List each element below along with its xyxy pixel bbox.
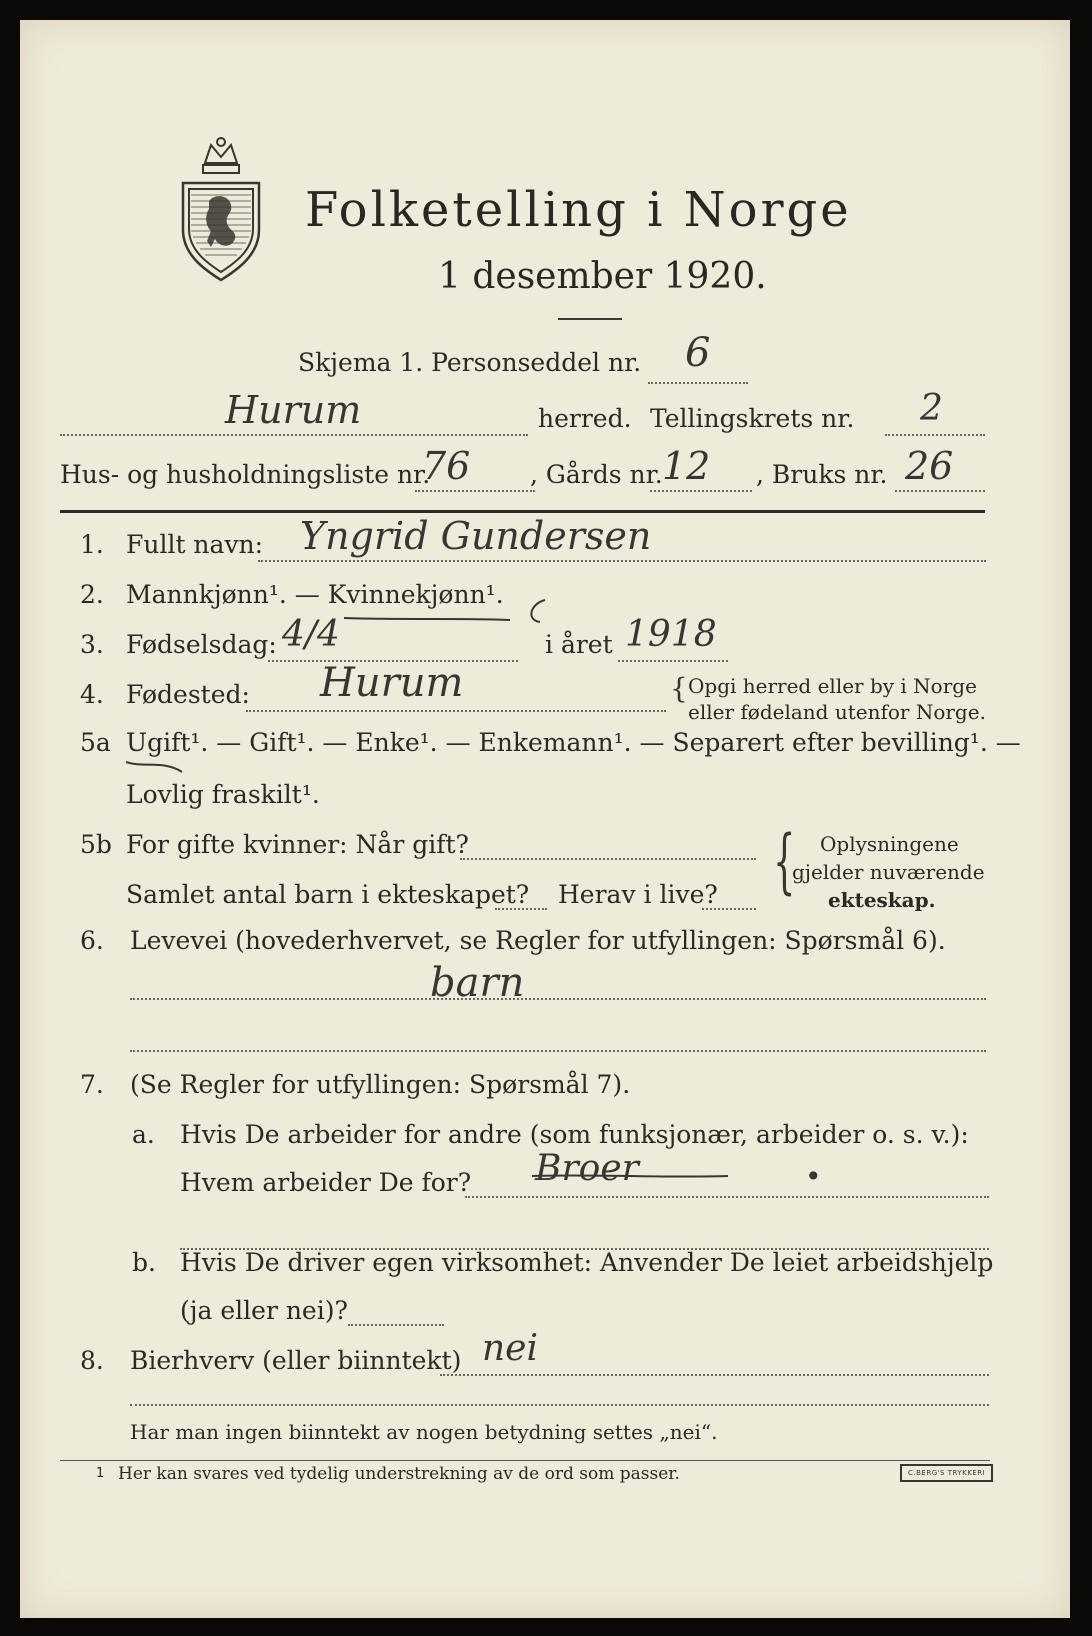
husliste-label: Hus- og husholdningsliste nr.	[60, 460, 431, 489]
side-income-value: nei	[482, 1328, 539, 1369]
footnote-mark: 1	[96, 1466, 105, 1481]
q7a-field-line	[465, 1196, 989, 1198]
herred-value: Hurum	[225, 388, 362, 432]
husliste-field-line	[415, 490, 535, 492]
gender-underline-mark	[340, 598, 580, 628]
footnote-text: Her kan svares ved tydelig understrekning av de ord som passer.	[118, 1464, 680, 1484]
husliste-number: 76	[422, 444, 471, 488]
tellingskrets-label: Tellingskrets nr.	[650, 404, 855, 433]
q1-number: 1.	[80, 530, 104, 559]
title-divider	[558, 318, 622, 320]
q7a-line1: Hvis De arbeider for andre (som funksjonær, arbeider o. s. v.):	[180, 1120, 969, 1149]
q5b-number: 5b	[80, 830, 112, 859]
q5b-line2: Samlet antal barn i ekteskapet?	[126, 880, 530, 909]
q6-label: Levevei (hovederhvervet, se Regler for utfyllingen: Spørsmål 6).	[130, 926, 946, 955]
q4-note-line2: eller fødeland utenfor Norge.	[688, 700, 986, 724]
q4-label: Fødested:	[126, 680, 250, 709]
q4-note-line1: Opgi herred eller by i Norge	[688, 674, 977, 698]
q2-label: Mannkjønn¹. — Kvinnekjønn¹.	[126, 580, 504, 609]
q7a-letter: a.	[132, 1120, 155, 1149]
q1-field-line	[258, 560, 986, 562]
tellingskrets-number: 2	[920, 388, 943, 429]
full-name-value: Yngrid Gundersen	[300, 514, 652, 558]
q7b-letter: b.	[132, 1248, 156, 1277]
q3-number: 3.	[80, 630, 104, 659]
q5a-number: 5a	[80, 728, 111, 757]
personseddel-number: 6	[685, 330, 711, 376]
bruks-field-line	[895, 490, 985, 492]
q4-number: 4.	[80, 680, 104, 709]
printer-stamp: C.BERG'S TRYKKERI	[900, 1464, 993, 1482]
census-date: 1 desember 1920.	[438, 256, 767, 297]
q7b-line2: (ja eller nei)?	[180, 1296, 348, 1325]
q5b-married-field-line	[460, 858, 756, 860]
q5b-note-line3: ekteskap.	[828, 888, 936, 912]
q3-label: Fødselsdag:	[126, 630, 277, 659]
q6-field-line-2	[130, 1050, 986, 1052]
ugift-underline-mark	[124, 758, 184, 778]
q5b-line1: For gifte kvinner: Når gift?	[126, 830, 469, 859]
q7a-line2: Hvem arbeider De for?	[180, 1168, 472, 1197]
census-form-page	[20, 20, 1070, 1618]
gards-field-line	[650, 490, 752, 492]
birth-year-value: 1918	[625, 614, 717, 655]
employer-dot-mark: •	[805, 1160, 822, 1193]
herred-field-line	[60, 434, 528, 436]
occupation-value: barn	[430, 960, 525, 1006]
bruks-label: , Bruks nr.	[756, 460, 888, 489]
q5b-herav-label: Herav i live?	[558, 880, 718, 909]
bruks-number: 26	[905, 444, 954, 488]
q5b-note-line2: gjelder nuværende	[792, 860, 985, 884]
q8-field-line-2	[130, 1404, 989, 1406]
birthplace-value: Hurum	[320, 660, 464, 706]
herred-label: herred.	[538, 404, 632, 433]
footnote-rule	[60, 1460, 990, 1461]
page-title: Folketelling i Norge	[305, 182, 852, 238]
q3-year-label: i året	[545, 630, 613, 659]
coat-of-arms-icon	[175, 135, 267, 285]
q5b-children-field-line	[495, 908, 547, 910]
header-rule	[60, 510, 985, 513]
q6-number: 6.	[80, 926, 104, 955]
q4-note-bracket: {	[670, 672, 688, 705]
q5b-note-bracket: {	[773, 820, 796, 902]
q5a-line2: Lovlig fraskilt¹.	[126, 780, 320, 809]
q7b-line1: Hvis De driver egen virksomhet: Anvender De leiet arbeidshjelp	[180, 1248, 994, 1277]
gards-label: , Gårds nr.	[530, 460, 663, 489]
tellingskrets-field-line	[885, 434, 985, 436]
q4-field-line	[246, 710, 666, 712]
skjema-label: Skjema 1. Personseddel nr.	[298, 348, 642, 377]
q5b-note-line1: Oplysningene	[820, 832, 959, 856]
q7b-field-line	[348, 1324, 444, 1326]
q1-label: Fullt navn:	[126, 530, 264, 559]
birthday-value: 4/4	[282, 614, 340, 655]
employer-strike-mark	[530, 1168, 730, 1184]
q5b-alive-field-line	[702, 908, 756, 910]
q5a-line1: Ugift¹. — Gift¹. — Enke¹. — Enkemann¹. — Separert efter bevilling¹. —	[126, 728, 1021, 757]
q8-note: Har man ingen biinntekt av nogen betydning settes „nei“.	[130, 1420, 718, 1444]
gards-number: 12	[662, 444, 711, 488]
q6-field-line-1	[130, 998, 986, 1000]
q8-label: Bierhverv (eller biinntekt)	[130, 1346, 462, 1375]
personseddel-field-line	[648, 382, 748, 384]
q7-label: (Se Regler for utfyllingen: Spørsmål 7).	[130, 1070, 631, 1099]
q2-number: 2.	[80, 580, 104, 609]
employer-value: Broer	[535, 1148, 639, 1189]
q7-number: 7.	[80, 1070, 104, 1099]
q8-field-line	[440, 1374, 989, 1376]
q3-year-field-line	[618, 660, 728, 662]
q8-number: 8.	[80, 1346, 104, 1375]
